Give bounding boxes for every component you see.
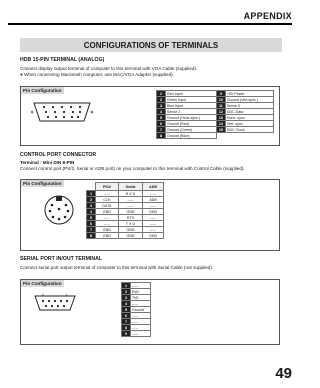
hdb-pin-table bbox=[156, 90, 274, 139]
pin-number: 13 bbox=[216, 115, 225, 121]
banner-title: CONFIGURATIONS OF TERMINALS bbox=[83, 40, 219, 50]
pin-number: 7 bbox=[87, 227, 96, 233]
serial-pin-configuration bbox=[20, 279, 280, 345]
pin-signal: CLK bbox=[96, 197, 119, 203]
hdb-note-text: When connecting Macintosh computer, use MAC/VGA Adapter (supplied). bbox=[24, 72, 174, 77]
hdb-pin-configuration-label: Pin Configuration bbox=[23, 88, 62, 93]
svg-text:1: 1 bbox=[66, 293, 68, 297]
pin-number: 1 bbox=[87, 191, 96, 197]
header-rule bbox=[8, 23, 292, 25]
control-pin-configuration-label: Pin Configuration bbox=[23, 181, 62, 186]
pin-number: 11 bbox=[216, 103, 225, 109]
pin-number: 5 bbox=[157, 115, 166, 121]
pin-number: 9 bbox=[122, 331, 131, 337]
pin-signal: T X D bbox=[118, 221, 142, 227]
pin-number: 3 bbox=[87, 203, 96, 209]
control-description: Connect control port (PS/2, Serial or ADB port) on your computer to this terminal with Control Cable (supplied). bbox=[20, 166, 245, 171]
pin-signal: ----- bbox=[131, 283, 151, 289]
pin-signal bbox=[225, 133, 273, 139]
pin-signal: ----- bbox=[143, 227, 164, 233]
pin-signal: TxD bbox=[131, 295, 151, 301]
db9-connector-icon bbox=[33, 293, 77, 313]
pin-signal: R X D bbox=[118, 191, 142, 197]
pin-signal: Ground (Blue) bbox=[166, 133, 217, 139]
pin-signal: Sense 0 bbox=[225, 103, 273, 109]
table-row bbox=[157, 133, 274, 139]
pin-signal: ADB bbox=[143, 197, 164, 203]
pin-signal: DDC Data bbox=[225, 109, 273, 115]
pin-signal: GND bbox=[118, 227, 142, 233]
pin-number: 2 bbox=[157, 97, 166, 103]
table-row bbox=[87, 233, 164, 239]
pin-signal: RTS bbox=[118, 215, 142, 221]
mini-din-connector-icon bbox=[43, 194, 75, 226]
pin-signal: DDC Clock bbox=[225, 127, 273, 133]
pin-signal: GND bbox=[118, 209, 142, 215]
pin-number: 8 bbox=[122, 325, 131, 331]
pin-number: 9 bbox=[216, 91, 225, 97]
pin-signal: ----- bbox=[118, 197, 142, 203]
table-row bbox=[122, 331, 151, 337]
pin-number: 10 bbox=[216, 97, 225, 103]
pin-number bbox=[216, 133, 225, 139]
pin-signal: GND bbox=[143, 209, 164, 215]
pin-signal: Ground (Red) bbox=[166, 121, 217, 127]
pin-signal: +5V Power bbox=[225, 91, 273, 97]
pin-signal: Ground bbox=[131, 307, 151, 313]
column-header: ADB bbox=[143, 183, 164, 191]
table-header-blank bbox=[87, 183, 96, 191]
serial-pin-configuration-label: Pin Configuration bbox=[23, 281, 62, 286]
pin-number: 7 bbox=[122, 319, 131, 325]
pin-signal: ----- bbox=[131, 325, 151, 331]
pin-number: 5 bbox=[122, 307, 131, 313]
bullet-icon: ● bbox=[20, 72, 23, 77]
pin-signal: GND bbox=[96, 227, 119, 233]
pin-signal: Horiz. sync. bbox=[225, 115, 273, 121]
pin-signal: GND bbox=[118, 233, 142, 239]
pin-number: 14 bbox=[216, 121, 225, 127]
pin-signal: Red Input bbox=[166, 91, 217, 97]
pin-signal: ----- bbox=[143, 191, 164, 197]
pin-number: 4 bbox=[157, 109, 166, 115]
pin-number: 15 bbox=[216, 127, 225, 133]
pin-signal: ----- bbox=[131, 301, 151, 307]
pin-number: 4 bbox=[87, 209, 96, 215]
pin-number: 3 bbox=[122, 295, 131, 301]
pin-signal: RxD bbox=[131, 289, 151, 295]
pin-number: 7 bbox=[157, 127, 166, 133]
control-pin-configuration bbox=[20, 179, 280, 251]
section-banner bbox=[20, 38, 282, 52]
vga-connector-icon bbox=[31, 99, 93, 125]
pin-signal: ----- bbox=[118, 203, 142, 209]
svg-text:5: 5 bbox=[42, 293, 44, 297]
pin-signal: GND bbox=[143, 233, 164, 239]
pin-signal: ----- bbox=[131, 331, 151, 337]
page-number: 49 bbox=[275, 365, 292, 382]
pin-signal: Ground (Horiz.sync.) bbox=[166, 115, 217, 121]
pin-number: 6 bbox=[157, 121, 166, 127]
hdb-heading: HDB 15-PIN TERMINAL (ANALOG) bbox=[20, 57, 105, 63]
pin-signal: DATA bbox=[96, 203, 119, 209]
pin-signal: Blue Input bbox=[166, 103, 217, 109]
pin-number: 6 bbox=[122, 313, 131, 319]
pin-signal: ----- bbox=[143, 203, 164, 209]
hdb-pin-configuration bbox=[20, 86, 280, 146]
pin-signal: ----- bbox=[143, 215, 164, 221]
pin-signal: Vert. sync. bbox=[225, 121, 273, 127]
pin-number: 5 bbox=[87, 215, 96, 221]
control-pin-table bbox=[86, 182, 164, 239]
serial-description: Connect serial port output terminal of computer to this terminal with Serial Cable (not supplied). bbox=[20, 265, 214, 270]
pin-number: 12 bbox=[216, 109, 225, 115]
pin-signal: GND bbox=[96, 233, 119, 239]
table-header-row bbox=[87, 183, 164, 191]
pin-signal: Ground (Vert.sync.) bbox=[225, 97, 273, 103]
control-heading: CONTROL PORT CONNECTOR bbox=[20, 152, 97, 158]
pin-signal: ----- bbox=[143, 221, 164, 227]
pin-number: 2 bbox=[122, 289, 131, 295]
pin-signal: GND bbox=[96, 209, 119, 215]
pin-number: 8 bbox=[157, 133, 166, 139]
serial-pin-table bbox=[121, 282, 151, 337]
pin-signal: Green Input bbox=[166, 97, 217, 103]
pin-number: 3 bbox=[157, 103, 166, 109]
hdb-note bbox=[20, 72, 285, 78]
serial-heading: SERIAL PORT IN/OUT TERMINAL bbox=[20, 256, 103, 262]
pin-signal: ----- bbox=[96, 221, 119, 227]
pin-number: 8 bbox=[87, 233, 96, 239]
column-header: Serial bbox=[118, 183, 142, 191]
pin-signal: ----- bbox=[131, 319, 151, 325]
pin-number: 1 bbox=[122, 283, 131, 289]
pin-number: 4 bbox=[122, 301, 131, 307]
pin-signal: ----- bbox=[131, 313, 151, 319]
pin-signal: Ground (Green) bbox=[166, 127, 217, 133]
hdb-description: Connect display output terminal of computer to this terminal with VGA Cable (supplied). bbox=[20, 66, 198, 71]
pin-number: 2 bbox=[87, 197, 96, 203]
pin-signal: Sense 2 bbox=[166, 109, 217, 115]
pin-number: 6 bbox=[87, 221, 96, 227]
control-subheading: Terminal : Mini DIN 8-PIN bbox=[20, 160, 75, 165]
page-header-title: APPENDIX bbox=[243, 11, 292, 21]
column-header: PS/2 bbox=[96, 183, 119, 191]
pin-signal: ----- bbox=[96, 215, 119, 221]
pin-number: 1 bbox=[157, 91, 166, 97]
pin-signal: ----- bbox=[96, 191, 119, 197]
